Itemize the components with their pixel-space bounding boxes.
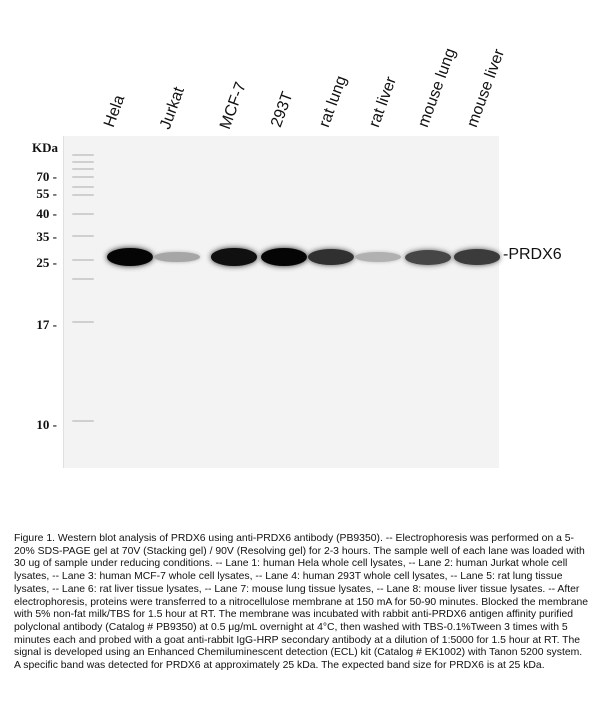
ladder-band — [72, 176, 94, 178]
ladder-band — [72, 168, 94, 170]
lane-label-mcf7: MCF-7 — [217, 79, 250, 132]
marker-25: 25 - — [36, 255, 57, 270]
band-lane-4 — [261, 248, 307, 266]
ladder-band — [72, 186, 94, 188]
lane-label-hela: Hela — [101, 92, 129, 130]
band-lane-2 — [154, 252, 200, 263]
band-lane-5 — [308, 249, 354, 265]
lane-label-293t: 293T — [268, 89, 297, 130]
ladder-band — [72, 321, 94, 323]
ladder-band — [72, 278, 94, 280]
figure-caption: Figure 1. Western blot analysis of PRDX6 using anti-PRDX6 antibody (PB9350). -- Electrophoresis was performed on a 5-20% SDS-PAGE gel at 70V (Stacking gel) / 90V (Resolving gel) for 2-3 hours. The sample well of each lane was loaded with 30 ug of sample under reducing conditions. -- Lane 1: human Hela whole cell lysates, -- Lane 2: human Jurkat whole cell lysates, -- Lane 3: human MCF-7 whole cell lysates, -- Lane 4: human 293T whole cell lysates, -- Lane 5: rat lung tissue lysates, -- Lane 6: rat liver tissue lysates, -- Lane 7: mouse lung tissue lysates, -- Lane 8: mouse liver tissue lysates. -- After electrophoresis, proteins were transferred to a nitrocellulose membrane at 150 mA for 50-90 minutes. Blocked the membrane with 5% non-fat milk/TBS for 1.5 hour at RT. The membrane was incubated with rabbit anti-PRDX6 antigen affinity purified polyclonal antibody (Catalog # PB9350) at 0.5 μg/mL overnight at 4°C, then washed with TBS-0.1%Tween 3 times with 5 minutes each and probed with a goat anti-rabbit IgG-HRP secondary antibody at a dilution of 1:5000 for 1.5 hour at RT. The signal is developed using an Enhanced Chemiluminescent detection (ECL) kit (Catalog # EK1002) with Tanon 5200 system. A specific band was detected for PRDX6 at approximately 25 kDa. The expected band size for PRDX6 is at 25 kDa. — [14, 533, 589, 672]
ladder-band — [72, 154, 94, 156]
western-blot-membrane — [63, 136, 499, 468]
ladder-band — [72, 213, 94, 215]
marker-17: 17 - — [36, 317, 57, 332]
ladder-band — [72, 161, 94, 163]
marker-10: 10 - — [36, 417, 57, 432]
ladder-band — [72, 259, 94, 261]
marker-35: 35 - — [36, 229, 57, 244]
lane-label-mouse-liver: mouse liver — [464, 46, 509, 130]
lane-label-rat-lung: rat lung — [316, 73, 351, 130]
band-lane-6 — [355, 252, 401, 262]
band-lane-3 — [211, 248, 257, 266]
marker-70: 70 - — [36, 169, 57, 184]
ladder-band — [72, 420, 94, 422]
kda-label: KDa — [32, 140, 58, 155]
marker-40: 40 - — [36, 206, 57, 221]
ladder-band — [72, 235, 94, 237]
lane-label-rat-liver: rat liver — [366, 74, 401, 130]
band-lane-7 — [405, 250, 451, 265]
lane-label-mouse-lung: mouse lung — [415, 46, 460, 130]
marker-55: 55 - — [36, 186, 57, 201]
band-lane-1 — [107, 248, 153, 266]
band-lane-8 — [454, 249, 500, 265]
band-label-prdx6: -PRDX6 — [503, 246, 562, 263]
ladder-band — [72, 194, 94, 196]
lane-label-jurkat: Jurkat — [157, 84, 188, 132]
